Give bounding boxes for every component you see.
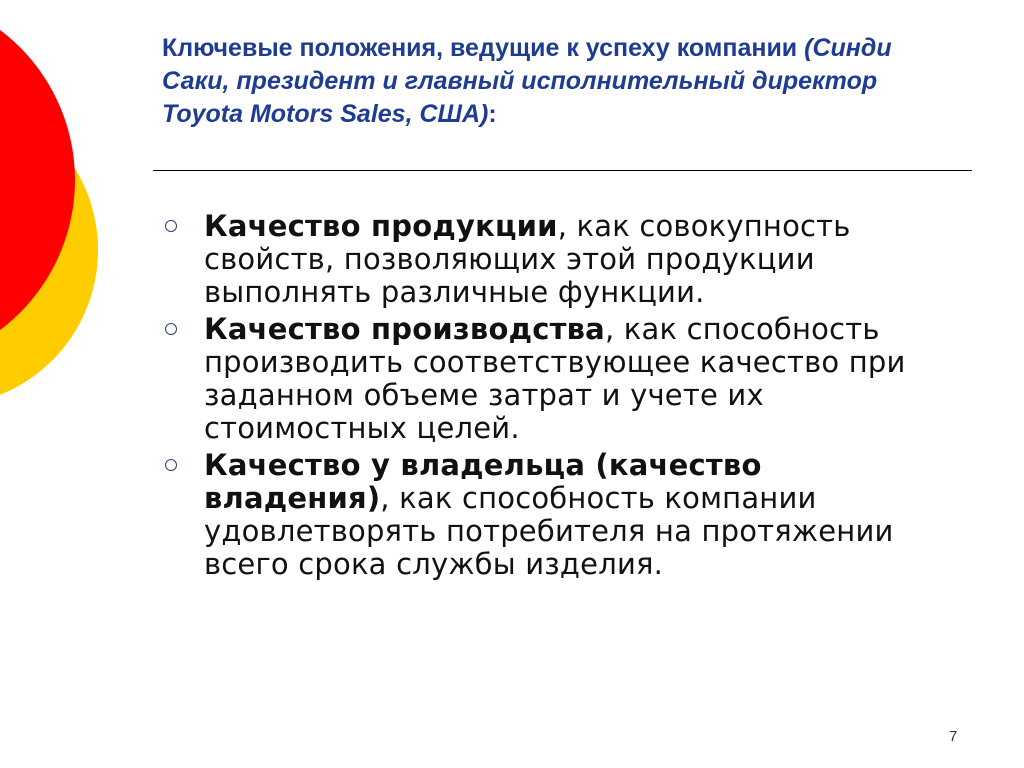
bullet-text: , как совокупность bbox=[557, 209, 851, 243]
bullet-item bbox=[204, 449, 964, 581]
bullet-line bbox=[204, 449, 964, 482]
title-line bbox=[162, 65, 962, 98]
hollow-circle-bullet-icon bbox=[165, 220, 177, 232]
bullet-line bbox=[204, 210, 964, 243]
page-number: 7 bbox=[949, 728, 958, 745]
title-attribution: Саки, президент и главный исполнительный директор bbox=[162, 67, 878, 95]
title-attribution: (Синди bbox=[804, 34, 892, 62]
bullet-line bbox=[204, 276, 964, 309]
bullet-text: удовлетворять потребителя на протяжении bbox=[204, 514, 894, 548]
bullet-text: , как способность bbox=[604, 312, 880, 346]
bullet-text: свойств, позволяющих этой продукции bbox=[204, 242, 815, 276]
bullet-line bbox=[204, 346, 964, 379]
bullet-text: стоимостных целей. bbox=[204, 411, 520, 445]
hollow-circle-bullet-icon bbox=[165, 459, 177, 471]
hollow-circle-bullet-icon bbox=[165, 323, 177, 335]
bullet-text: заданном объеме затрат и учете их bbox=[204, 378, 764, 412]
bullet-line bbox=[204, 515, 964, 548]
bullet-text: выполнять различные функции. bbox=[204, 275, 705, 309]
bullet-line bbox=[204, 313, 964, 346]
slide-title bbox=[162, 32, 962, 131]
bullet-text: производить соответствующее качество при bbox=[204, 345, 906, 379]
bullet-line bbox=[204, 482, 964, 515]
bullet-list bbox=[204, 210, 964, 585]
title-line bbox=[162, 98, 962, 131]
bullet-text: , как способность компании bbox=[380, 481, 817, 515]
bullet-line bbox=[204, 412, 964, 445]
title-colon: : bbox=[488, 100, 497, 128]
bullet-term: Качество у владельца (качество bbox=[204, 448, 762, 482]
title-attribution: Toyota Motors Sales, США) bbox=[162, 100, 489, 128]
bullet-line bbox=[204, 379, 964, 412]
bullet-term: владения) bbox=[204, 481, 381, 515]
bullet-item bbox=[204, 313, 964, 445]
title-divider bbox=[153, 170, 972, 171]
bullet-text: всего срока службы изделия. bbox=[204, 547, 664, 581]
bullet-term: Качество производства bbox=[204, 312, 605, 346]
bullet-item bbox=[204, 210, 964, 309]
title-line bbox=[162, 32, 962, 65]
bullet-line bbox=[204, 548, 964, 581]
title-text: Ключевые положения, ведущие к успеху компании bbox=[162, 34, 805, 62]
bullet-line bbox=[204, 243, 964, 276]
bullet-term: Качество продукции bbox=[204, 209, 558, 243]
decorative-circles bbox=[0, 0, 120, 420]
